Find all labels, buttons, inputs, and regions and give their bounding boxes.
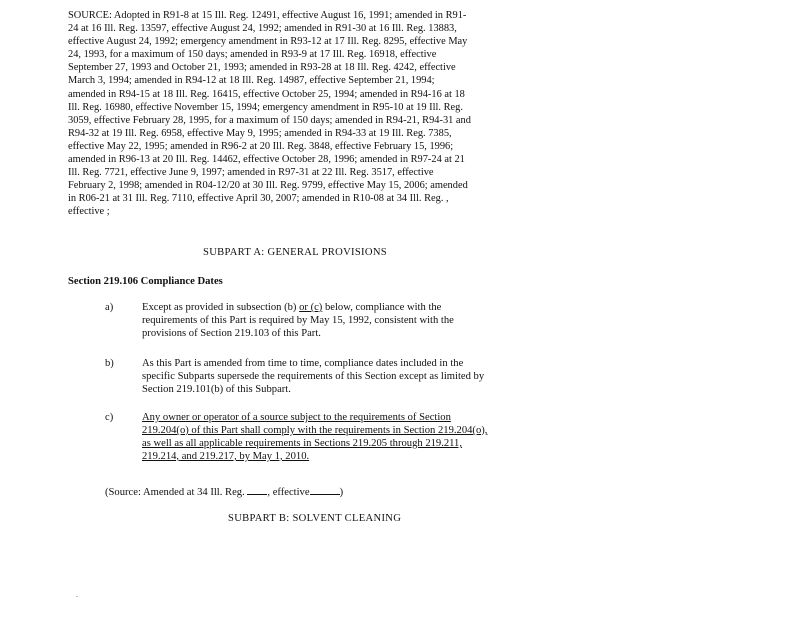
subsection-text: Except as provided in subsection (b) <box>142 302 300 313</box>
source-note-line: effective August 24, 1992; emergency amendment in R93-12 at 17 Ill. Reg. 8295, effective May <box>68 36 468 48</box>
subpart-b-heading: SUBPART B: SOLVENT CLEANING <box>228 513 402 524</box>
source-note-line: effective ; <box>68 206 110 218</box>
source-amendment-prefix: (Source: Amended at 34 Ill. Reg. <box>105 487 248 498</box>
source-note-line: 24 at 16 Ill. Reg. 13597, effective August 24, 1992; amended in R91-30 at 16 Ill. Reg. 13883, <box>68 23 457 35</box>
source-note-line: effective May 22, 1995; amended in R96-2 at 20 Ill. Reg. 3848, effective February 15, 1996; <box>68 140 454 152</box>
register-page-blank <box>247 485 267 495</box>
source-note-line: in R06-21 at 31 Ill. Reg. 7110, effective April 30, 2007; amended in R10-08 at 34 Ill. Reg. , <box>68 193 449 205</box>
inserted-text-line: as well as all applicable requirements in Sections 219.205 through 219.211, <box>142 438 463 449</box>
source-amendment-note <box>105 485 343 500</box>
source-note-line: February 2, 1998; amended in R04-12/20 at 30 Ill. Reg. 9799, effective May 15, 2006; amended <box>68 180 468 192</box>
subsection-label: b) <box>105 358 114 369</box>
source-note-line: amended in R94-15 at 18 Ill. Reg. 16415, effective October 25, 1994; amended in R94-16 at 18 <box>68 88 465 100</box>
subsection-line: Section 219.101(b) of this Subpart. <box>142 384 291 395</box>
subsection-line: As this Part is amended from time to time, compliance dates included in the <box>142 358 464 369</box>
subsection-body <box>142 301 542 340</box>
subsection-body <box>142 411 542 463</box>
source-amendment-middle: , effective <box>267 487 310 498</box>
inserted-text: or (c) <box>299 302 323 313</box>
inserted-text-line: Any owner or operator of a source subject to the requirements of Section <box>142 412 451 423</box>
inserted-text-line: 219.204(o) of this Part shall comply with the requirements in Section 219.204(o), <box>142 425 488 436</box>
source-note-line: Ill. Reg. 16980, effective November 15, 1994; emergency amendment in R95-10 at 19 Ill. Reg. <box>68 101 463 113</box>
subsection-text: below, compliance with the <box>322 302 442 313</box>
source-note-line: Ill. Reg. 7721, effective June 9, 1997; amended in R97-31 at 22 Ill. Reg. 3517, effective <box>68 167 434 179</box>
source-note-line: September 27, 1993 and October 21, 1993; amended in R93-28 at 18 Ill. Reg. 4242, effective <box>68 62 456 74</box>
subsection-line: specific Subparts supersede the requirements of this Section except as limited by <box>142 371 485 382</box>
source-note-line: 3059, effective February 28, 1995, for a maximum of 150 days; amended in R94-21, R94-31 and <box>68 114 471 126</box>
source-note-line: R94-32 at 19 Ill. Reg. 6958, effective May 9, 1995; amended in R94-33 at 19 Ill. Reg. 7385, <box>68 127 452 139</box>
subsection-body <box>142 357 542 396</box>
source-note-line: March 3, 1994; amended in R94-12 at 18 Ill. Reg. 14987, effective September 21, 1994; <box>68 75 435 87</box>
source-note <box>68 9 544 219</box>
subsection-line <box>142 301 542 314</box>
subsection-label: c) <box>105 412 114 423</box>
subsection-label: a) <box>105 302 114 313</box>
source-note-line: 24, 1993, for a maximum of 150 days; amended in R93-9 at 17 Ill. Reg. 16918, effective <box>68 49 437 61</box>
subsection-line: requirements of this Part is required by May 15, 1992, consistent with the <box>142 315 454 326</box>
section-heading: Section 219.106 Compliance Dates <box>68 276 223 287</box>
subpart-a-heading: SUBPART A: GENERAL PROVISIONS <box>203 247 387 258</box>
subsection-line: provisions of Section 219.103 of this Part. <box>142 328 321 339</box>
stray-mark: . <box>76 590 78 599</box>
source-note-line: SOURCE: Adopted in R91-8 at 15 Ill. Reg. 12491, effective August 16, 1991; amended in R91- <box>68 10 467 21</box>
effective-date-blank <box>310 485 340 495</box>
source-amendment-suffix: ) <box>339 487 344 498</box>
inserted-text-line: 219.214, and 219.217, by May 1, 2010. <box>142 451 310 462</box>
source-note-line: amended in R96-13 at 20 Ill. Reg. 14462, effective October 28, 1996; amended in R97-24 at 21 <box>68 154 465 166</box>
